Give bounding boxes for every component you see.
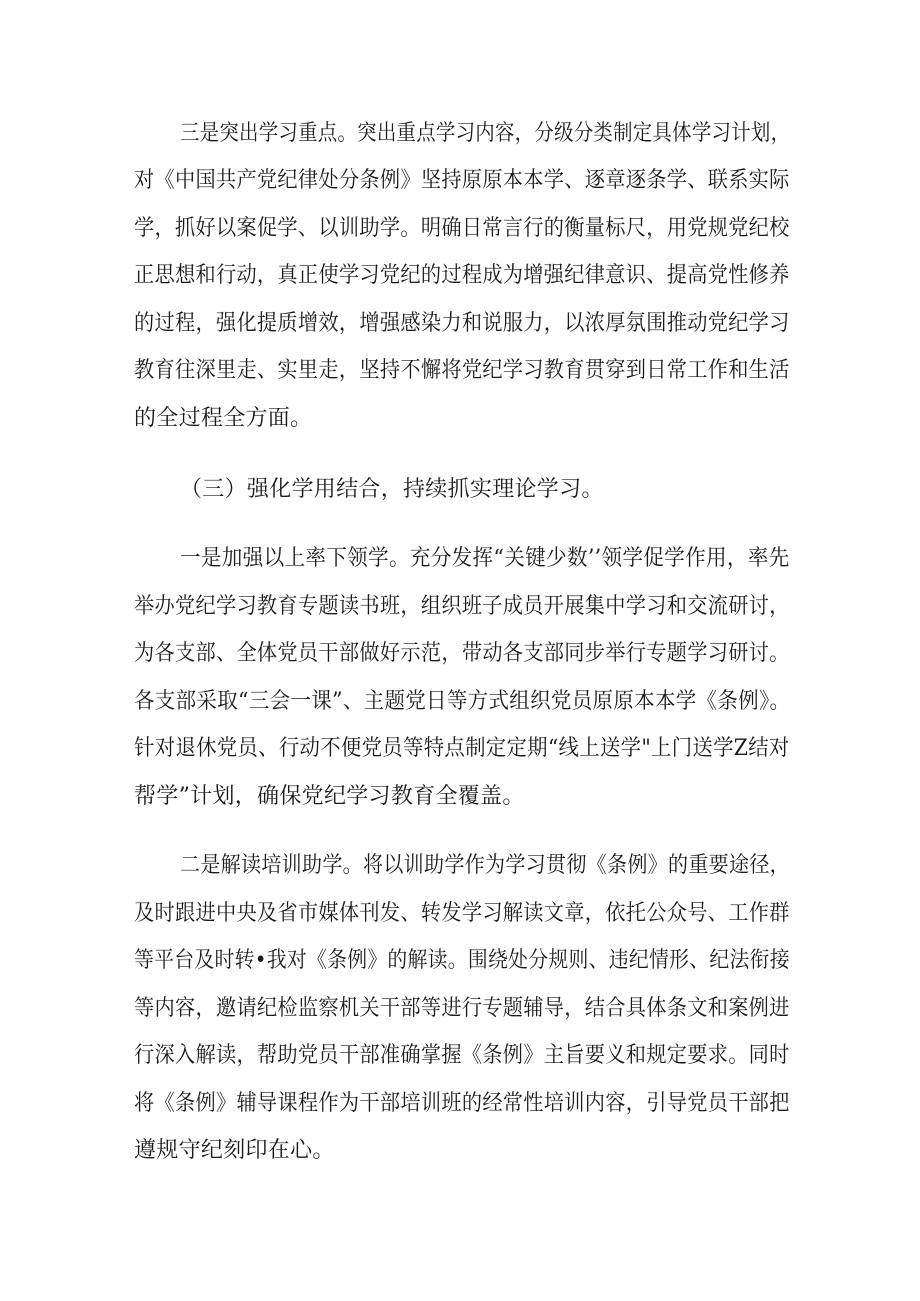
- text-line: 三是突出学习重点。突出重点学习内容，分级分类制定具体学习计划，: [180, 121, 791, 146]
- text-line: 等平台及时转•我对《条例》的解读。围绕处分规则、违纪情形、纪法衔接: [134, 948, 790, 973]
- text-line: 学，抓好以案促学、以训助学。明确日常言行的衡量标尺，用党规党纪校: [134, 216, 790, 241]
- text-line: 教育往深里走、实里走，坚持不懈将党纪学习教育贯穿到日常工作和生活: [134, 358, 790, 383]
- text-line: 一是加强以上率下领学。充分发挥“关键少数’’领学促学作用，率先: [180, 546, 790, 571]
- text-line: 对《中国共产党纪律处分条例》坚持原原本本学、逐章逐条学、联系实际: [134, 168, 790, 193]
- text-line: 等内容，邀请纪检监察机关干部等进行专题辅导，结合具体条文和案例进: [134, 996, 790, 1021]
- text-line: 二是解读培训助学。将以训助学作为学习贯彻《条例》的重要途径，: [180, 853, 791, 878]
- text-line: 为各支部、全体党员干部做好示范，带动各支部同步举行专题学习研讨。: [134, 641, 790, 666]
- text-line: 正思想和行动，真正使学习党纪的过程成为增强纪律意识、提高党性修养: [134, 263, 790, 288]
- text-line: 各支部采取“三会一课”、主题党日等方式组织党员原原本本学《条例》。: [134, 689, 791, 714]
- text-line: 遵规守纪刻印在心。: [134, 1138, 335, 1163]
- text-line: 将《条例》辅导课程作为干部培训班的经常性培训内容，引导党员干部把: [134, 1091, 790, 1116]
- text-line: 举办党纪学习教育专题读书班，组织班子成员开展集中学习和交流研讨，: [134, 594, 790, 619]
- section-heading: （三）强化学用结合，持续抓实理论学习。: [180, 477, 604, 502]
- text-line: 及时跟进中央及省市媒体刊发、转发学习解读文章，依托公众号、工作群: [134, 901, 790, 926]
- text-line: 帮学”计划，确保党纪学习教育全覆盖。: [134, 784, 525, 809]
- text-line: 的全过程全方面。: [134, 406, 313, 431]
- text-line: 行深入解读，帮助党员干部准确掌握《条例》主旨要义和规定要求。同时: [134, 1043, 790, 1068]
- text-line: 的过程，强化提质增效，增强感染力和说服力，以浓厚氛围推动党纪学习: [134, 311, 790, 336]
- text-line: 针对退休党员、行动不便党员等特点制定定期“线上送学"上门送学Z结对: [134, 736, 790, 761]
